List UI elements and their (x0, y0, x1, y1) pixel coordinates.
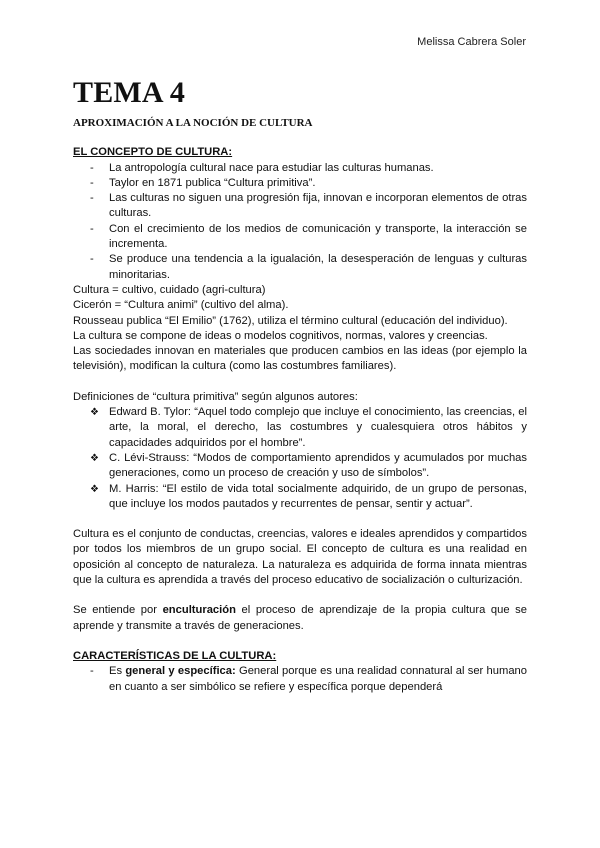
list-item-text: Es (109, 665, 126, 678)
spacer (73, 588, 527, 603)
page-title: TEMA 4 (73, 76, 186, 109)
list-item (73, 222, 527, 253)
spacer (73, 512, 527, 527)
list-item-text: La antropología cultural nace para estudiar las culturas humanas. (109, 161, 434, 174)
list-item (73, 176, 527, 191)
list-item-text: C. Lévi-Strauss: “Modos de comportamiento aprendidos y acumulados por muchas generaciones, como un proceso de creación y uso de símbolos”. (109, 451, 527, 480)
text-line: Rousseau publica “El Emilio” (1762), utiliza el término cultural (educación del individuo). (73, 314, 508, 327)
dash-bullet: - (90, 665, 94, 678)
diamond-bullet-icon: ❖ (90, 452, 99, 464)
diamond-bullet-icon: ❖ (90, 407, 99, 419)
dash-bullet: - (90, 161, 94, 174)
text-line: Cicerón = “Cultura animi” (cultivo del alma). (73, 299, 289, 312)
concept-bullet-list (73, 161, 527, 283)
spacer (73, 375, 527, 390)
page-subtitle: APROXIMACIÓN A LA NOCIÓN DE CULTURA (73, 117, 313, 129)
list-item-text: Las culturas no siguen una progresión fija, innovan e incorporan elementos de otras culturas. (109, 192, 527, 220)
section-heading-caracteristicas: CARACTERÍSTICAS DE LA CULTURA: (73, 649, 277, 662)
definitions-intro: Definiciones de “cultura primitiva” según algunos autores: (73, 390, 358, 403)
diamond-bullet-icon: ❖ (90, 483, 99, 495)
list-item-text: Se produce una tendencia a la igualación, la desesperación de lenguas y culturas minoritarias. (109, 253, 527, 281)
list-item-text: M. Harris: “El estilo de vida total socialmente adquirido, de un grupo de personas, que incluye los modos pautados y recurrentes de pensar, sentir y actuar”. (109, 482, 527, 510)
paragraph-text: el proceso de aprendizaje de la propia cultura que se aprende y transmite a través de generaciones. (73, 604, 527, 632)
paragraph-text: Se entiende por (73, 604, 163, 617)
dash-bullet: - (90, 176, 94, 189)
spacer (73, 634, 527, 649)
characteristics-list (73, 664, 527, 695)
list-item (73, 252, 527, 283)
list-item (73, 405, 527, 451)
list-item-text: Taylor en 1871 publica “Cultura primitiva”. (109, 176, 316, 189)
document-content (73, 78, 527, 695)
list-item (73, 191, 527, 222)
author-name: Melissa Cabrera Soler (417, 36, 526, 48)
text-line: Las sociedades innovan en materiales que producen cambios en las ideas (por ejemplo la televisión), modifican la cultura (como las costumbres familiares). (73, 345, 527, 373)
list-item (73, 451, 527, 482)
paragraph-bold-term: enculturación (162, 604, 236, 617)
list-item-text: General porque es una realidad connatural al ser humano en cuanto a ser simbólico se refiere y específica porque dependerá (109, 665, 527, 693)
dash-bullet: - (90, 192, 94, 205)
dash-bullet: - (90, 253, 94, 266)
list-item (73, 664, 527, 695)
list-item (73, 161, 527, 176)
text-line: Cultura = cultivo, cuidado (agri-cultura) (73, 283, 266, 296)
culture-paragraph: Cultura es el conjunto de conductas, creencias, valores e ideales aprendidos y compartidos por todos los miembros de un grupo social. El concepto de cultura es una realidad en oposición al concepto de naturaleza. La naturaleza es adquirida de forma innata mientras que la cultura es aprendida a través del proceso educativo de socialización o culturización. (73, 528, 527, 587)
section-heading-concepto: EL CONCEPTO DE CULTURA: (73, 146, 233, 159)
definitions-list (73, 405, 527, 512)
enculturation-paragraph (73, 603, 527, 634)
list-item (73, 482, 527, 513)
dash-bullet: - (90, 222, 94, 235)
list-item-text: Con el crecimiento de los medios de comunicación y transporte, la interacción se incrementa. (109, 222, 527, 251)
list-item-bold: general y específica: (125, 665, 236, 678)
text-line: La cultura se compone de ideas o modelos cognitivos, normas, valores y creencias. (73, 329, 488, 342)
list-item-text: Edward B. Tylor: “Aquel todo complejo que incluye el conocimiento, las creencias, el arte, la moral, el derecho, las costumbres y cualesquiera otros hábitos y capacidades adquiridos por el hombre”. (109, 406, 527, 449)
